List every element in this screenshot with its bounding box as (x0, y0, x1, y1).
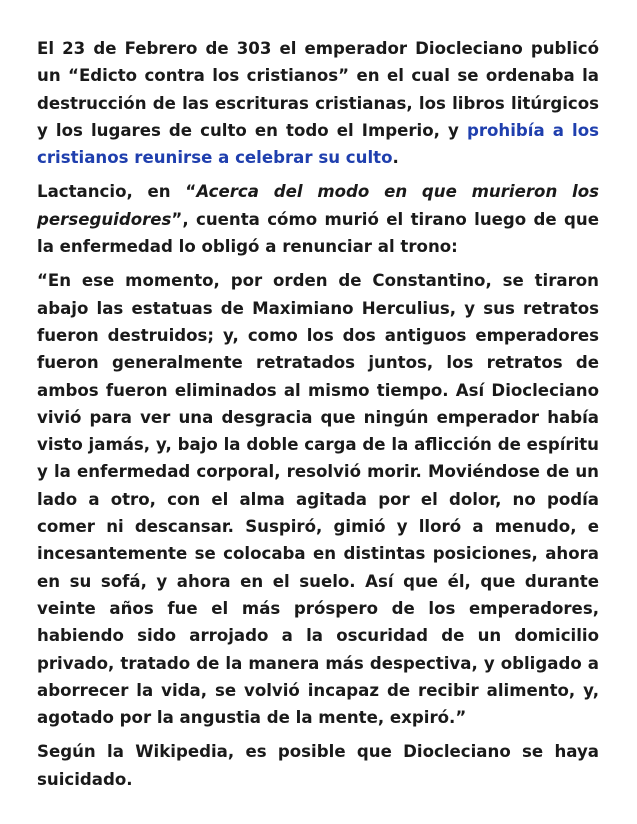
paragraph-quote (37, 267, 599, 731)
document-page (37, 35, 599, 800)
lactancio-rest: ”, cuenta cómo murió el tirano luego de que la enfermedad lo obligó a renunciar al trono: (37, 209, 599, 257)
book-title: Acerca del modo en que murieron los perseguidores (37, 182, 599, 229)
quote-text: “En ese momento, por orden de Constantino, se tiraron abajo las estatuas de Maximiano Herculius, y sus retratos fueron destruidos; y, como los dos antiguos emperadores fueron generalmente retratados juntos, los retratos de ambos fueron eliminados al mismo tiempo. Así Diocleciano vivió para ver una desgracia que ningún emperador había visto jamás, y, bajo la doble carga de la aflicción de espíritu y la enfermedad corporal, resolvió morir. Moviéndose de un lado a otro, con el alma agitada por el dolor, no podía comer ni descansar. Suspiró, gimió y lloró a menudo, e incesantemente se colocaba en distintas posiciones, ahora en su sofá, y ahora en el suelo. Así que él, que durante veinte años fue el más próspero de los emperadores, habiendo sido arrojado a la oscuridad de un domicilio privado, tratado de la manera más despectiva, y obligado a aborrecer la vida, se volvió incapaz de recibir alimento, y, agotado por la angustia de la mente, expiró.” (37, 271, 599, 728)
lactancio-intro: Lactancio, en “ (37, 182, 197, 202)
paragraph-lactancio (37, 178, 599, 260)
paragraph-wikipedia (37, 738, 599, 793)
edict-end: . (392, 148, 399, 168)
highlighted-prohibition: prohibía a los cristianos reunirse a celebrar su culto (37, 120, 599, 168)
edict-text: El 23 de Febrero de 303 el emperador Diocleciano publicó un “Edicto contra los cristianos” en el cual se ordenaba la destrucción de las escrituras cristianas, los libros litúrgicos y los lugares de culto en todo el Imperio, y (37, 39, 599, 140)
paragraph-edict (37, 35, 599, 171)
wikipedia-text: Según la Wikipedia, es posible que Diocleciano se haya suicidado. (37, 742, 599, 789)
